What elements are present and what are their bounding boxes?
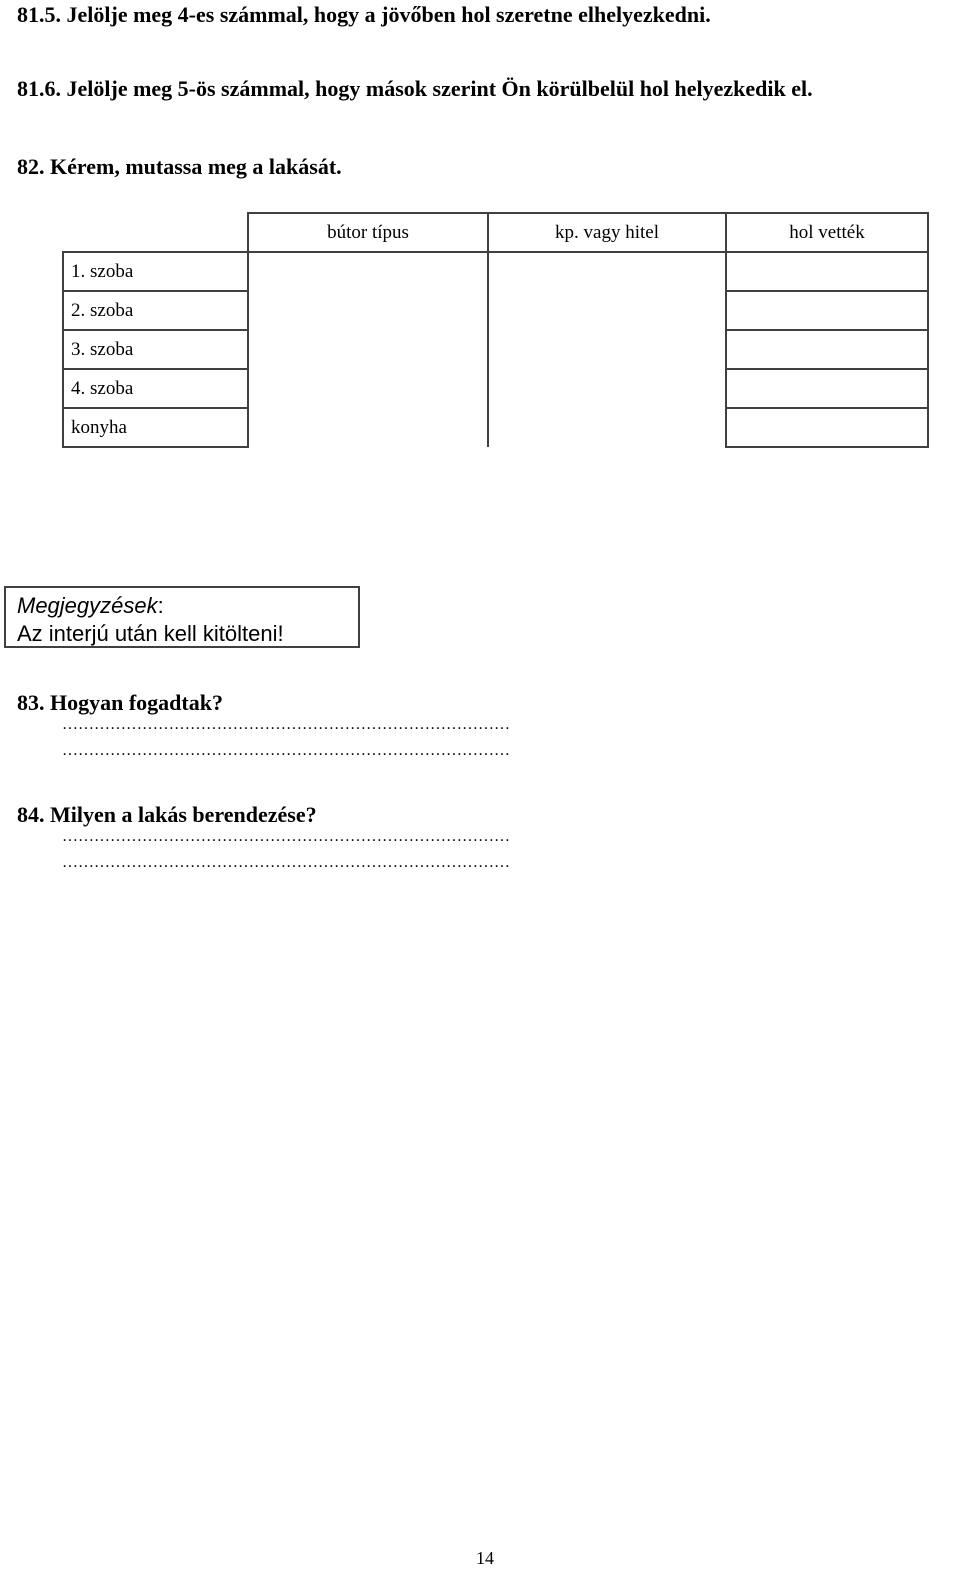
row-label: 4. szoba [63, 369, 248, 408]
question-82: 82. Kérem, mutassa meg a lakását. [17, 154, 342, 179]
table-cell[interactable] [726, 408, 928, 447]
table-row [63, 291, 928, 330]
column-header-furniture-type: bútor típus [248, 213, 488, 252]
answer-line[interactable]: ………………………………………………………………………… [62, 716, 510, 733]
page-number: 14 [476, 1548, 494, 1568]
table-cell[interactable] [488, 408, 726, 447]
table-corner-cell [63, 213, 248, 252]
table-cell[interactable] [248, 408, 488, 447]
row-label: 2. szoba [63, 291, 248, 330]
apartment-furniture-table [62, 212, 929, 448]
table-cell[interactable] [248, 252, 488, 291]
table-cell[interactable] [726, 369, 928, 408]
answer-line[interactable]: ………………………………………………………………………… [62, 828, 510, 845]
column-header-where-bought: hol vették [726, 213, 928, 252]
table-cell[interactable] [248, 330, 488, 369]
notes-text: Az interjú után kell kitölteni! [17, 621, 284, 646]
row-label: konyha [63, 408, 248, 447]
table-row [63, 252, 928, 291]
notes-colon: : [157, 593, 164, 618]
table-header-row [63, 213, 928, 252]
table-row [63, 408, 928, 447]
notes-box [4, 586, 360, 648]
table-cell[interactable] [248, 291, 488, 330]
table-cell[interactable] [488, 291, 726, 330]
table-cell[interactable] [488, 252, 726, 291]
table-cell[interactable] [726, 291, 928, 330]
question-81-6: 81.6. Jelölje meg 5-ös számmal, hogy mások szerint Ön körülbelül hol helyezkedik el. [17, 76, 813, 101]
question-81-5: 81.5. Jelölje meg 4-es számmal, hogy a jövőben hol szeretne elhelyezkedni. [17, 2, 711, 27]
table-cell[interactable] [488, 330, 726, 369]
row-label: 1. szoba [63, 252, 248, 291]
table-cell[interactable] [248, 369, 488, 408]
column-header-payment: kp. vagy hitel [488, 213, 726, 252]
answer-line[interactable]: ………………………………………………………………………… [62, 854, 510, 871]
table-cell[interactable] [726, 330, 928, 369]
notes-label: Megjegyzések [17, 593, 158, 618]
table-cell[interactable] [726, 252, 928, 291]
answer-line[interactable]: ………………………………………………………………………… [62, 742, 510, 759]
question-84: 84. Milyen a lakás berendezése? [17, 802, 317, 827]
table-row [63, 369, 928, 408]
table-row [63, 330, 928, 369]
row-label: 3. szoba [63, 330, 248, 369]
table-cell[interactable] [488, 369, 726, 408]
question-83: 83. Hogyan fogadtak? [17, 690, 223, 715]
